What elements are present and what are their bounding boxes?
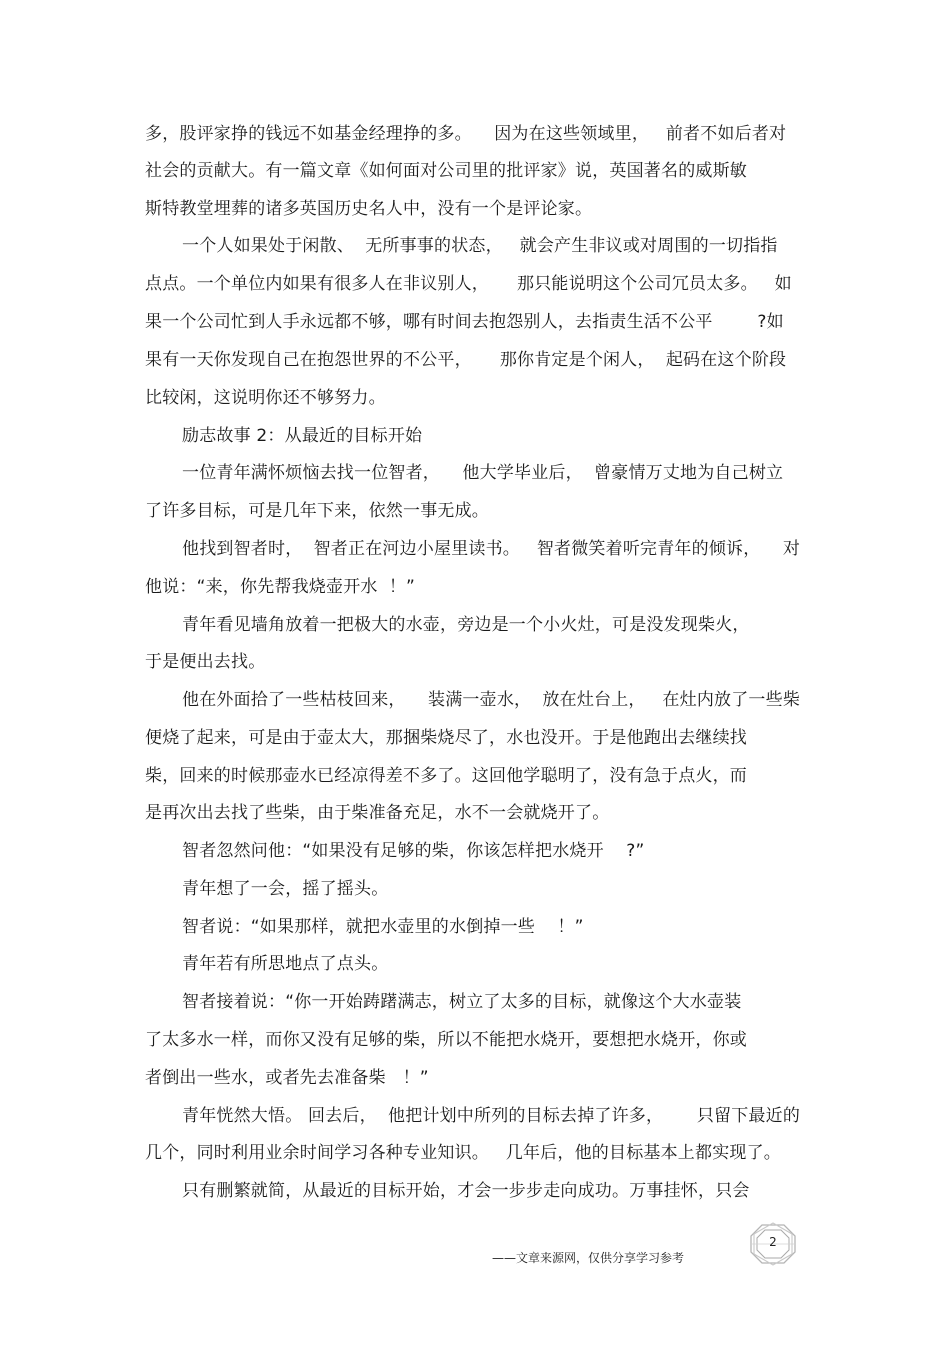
text-line: 社会的贡献大。有一篇文章《如何面对公司里的批评家》说，英国著名的威斯敏 <box>145 161 747 181</box>
text-line: 青年恍然大悟。 回去后， 他把计划中所列的目标去掉了许多， 只留下最近的 <box>182 1106 801 1126</box>
text-line: 青年想了一会，摇了摇头。 <box>182 879 389 899</box>
text-line: 他找到智者时， 智者正在河边小屋里读书。 智者微笑着听完青年的倾诉， 对 <box>182 539 801 559</box>
page-number-badge <box>748 1222 798 1266</box>
text-line: 他在外面拾了一些枯枝回来， 装满一壶水， 放在灶台上， 在灶内放了一些柴 <box>182 690 801 710</box>
text-line: 是再次出去找了些柴，由于柴准备充足，水不一会就烧开了。 <box>145 803 610 823</box>
text-line: 了许多目标，可是几年下来，依然一事无成。 <box>145 501 489 521</box>
text-line: 一位青年满怀烦恼去找一位智者， 他大学毕业后， 曾豪情万丈地为自己树立 <box>182 463 784 483</box>
text-line: 智者说：“如果那样，就把水壶里的水倒掉一些 ！” <box>182 917 584 937</box>
text-line: 一个人如果处于闲散、 无所事事的状态， 就会产生非议或对周围的一切指指 <box>182 236 778 256</box>
source-note: ——文章来源网，仅供分享学习参考 <box>492 1251 685 1265</box>
text-line: 几个，同时利用业余时间学习各种专业知识。 几年后，他的目标基本上都实现了。 <box>145 1143 782 1163</box>
text-line: 斯特教堂埋葬的诸多英国历史名人中，没有一个是评论家。 <box>145 199 593 219</box>
text-line: 智者忽然问他：“如果没有足够的柴，你该怎样把水烧开 ?” <box>182 841 645 861</box>
page-number: 2 <box>769 1235 777 1249</box>
text-line: 点点。一个单位内如果有很多人在非议别人， 那只能说明这个公司冗员太多。 如 <box>145 274 792 294</box>
text-line: 比较闲，这说明你还不够努力。 <box>145 388 386 408</box>
text-line: 于是便出去找。 <box>145 652 266 672</box>
text-line: 者倒出一些水，或者先去准备柴 ！” <box>145 1068 429 1088</box>
text-line: 多，股评家挣的钱远不如基金经理挣的多。 因为在这些领域里， 前者不如后者对 <box>145 124 787 144</box>
text-line: 他说：“来，你先帮我烧壶开水 ！” <box>145 577 416 597</box>
text-line: 青年若有所思地点了点头。 <box>182 954 389 974</box>
text-line: 智者接着说：“你一开始踌躇满志，树立了太多的目标，就像这个大水壶装 <box>182 992 742 1012</box>
text-line: 果有一天你发现自己在抱怨世界的不公平， 那你肯定是个闲人， 起码在这个阶段 <box>145 350 787 370</box>
text-line: 励志故事 2：从最近的目标开始 <box>182 426 423 446</box>
text-line: 青年看见墙角放着一把极大的水壶，旁边是一个小火灶，可是没发现柴火， <box>182 615 750 635</box>
text-line: 便烧了起来，可是由于壶太大，那捆柴烧尽了，水也没开。于是他跑出去继续找 <box>145 728 747 748</box>
text-line: 果一个公司忙到人手永远都不够，哪有时间去抱怨别人，去指责生活不公平 ?如 <box>145 312 784 332</box>
text-line: 只有删繁就简，从最近的目标开始，才会一步步走向成功。万事挂怀，只会 <box>182 1181 750 1201</box>
text-line: 了太多水一样，而你又没有足够的柴，所以不能把水烧开，要想把水烧开，你或 <box>145 1030 747 1050</box>
text-line: 柴，回来的时候那壶水已经凉得差不多了。这回他学聪明了，没有急于点火，而 <box>145 766 747 786</box>
